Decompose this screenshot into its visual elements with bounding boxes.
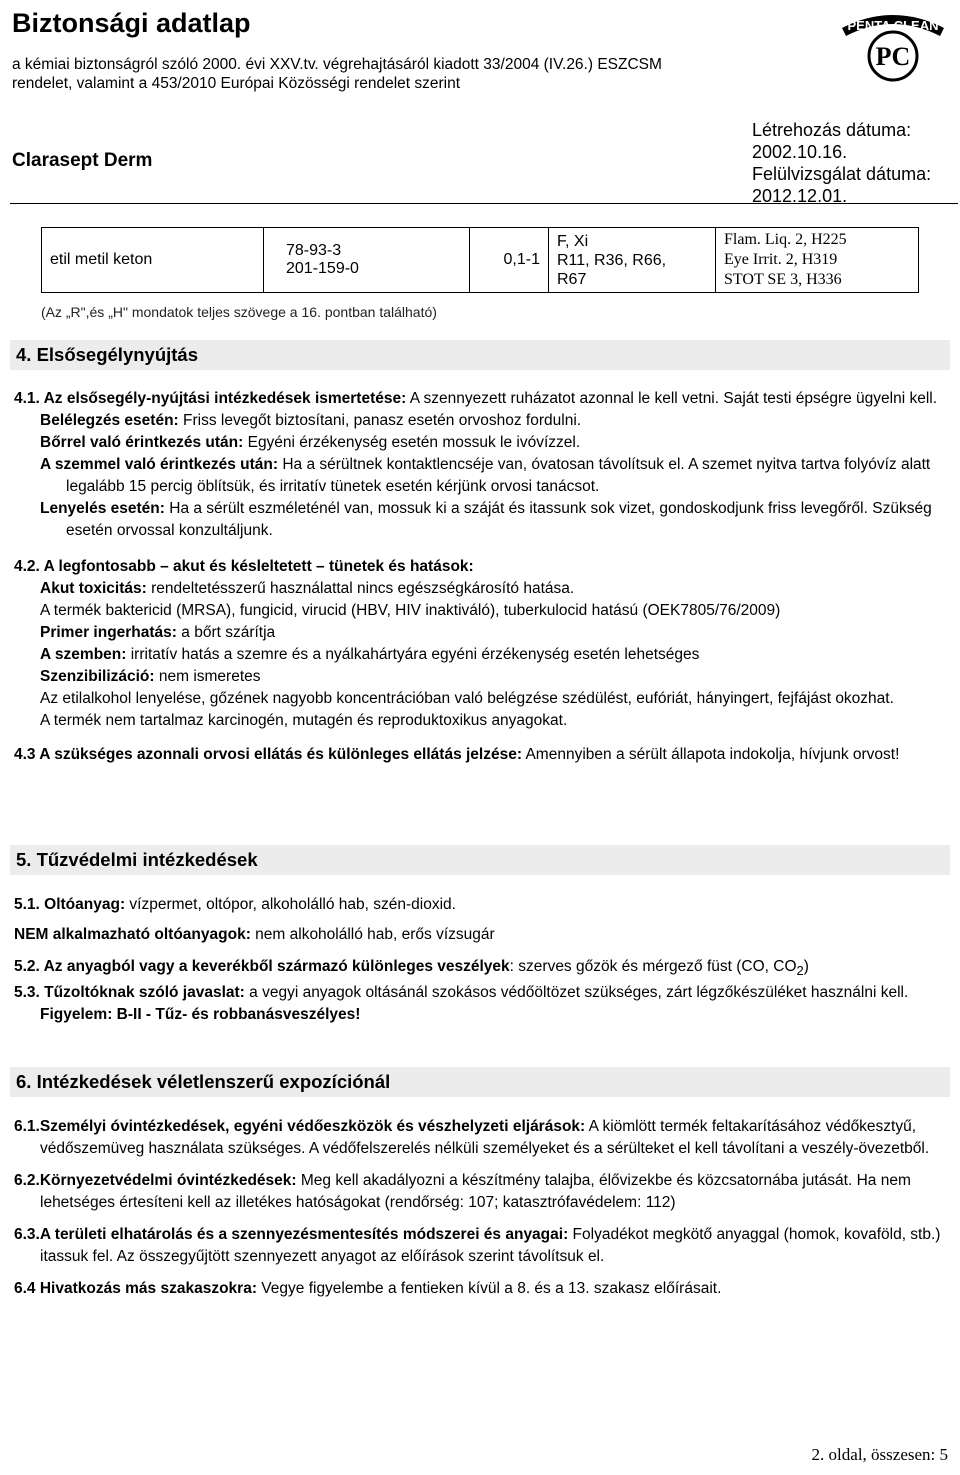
created-label: Létrehozás dátuma: bbox=[752, 120, 912, 140]
revised-label: Felülvizsgálat dátuma: bbox=[752, 164, 932, 184]
logo-text: PENTA CLEAN bbox=[847, 18, 939, 33]
section-6-body: 6.1.Személyi óvintézkedések, egyéni védőeszközök és vészhelyzeti eljárások: A kiömlött termék feltakarításához védőkesztyű, védőszemüveg használata szükséges. A védőfelszerelés nélküli személyeket és a sérülteket el kell távolítani a veszély-övezetből. 6.2.Környezetvédelmi óvintézkedések: Meg kell akadályozni a készítmény talajba, élővizekbe és közcsatornába jutását. Ha nem lehetséges értesíteni kell az illetékes hatóságokat (rendőrség: 107; katasztrófavédelem: 112) 6.3.A területi elhatárolás és a szennyezésmentesítés módszerei és anyagai: Folyadékot megkötő anyaggal (homok, kovaföld, stb.) itassuk fel. Az összegyűjtött szennyezett anyagot az előírások szerint távolítsuk el. 6.4 Hivatkozás más szakaszokra: Vegye figyelembe a fentieken kívül a 8. és a 13. szakasz előírásait. bbox=[14, 1118, 941, 1297]
page-number: 2. oldal, összesen: 5 bbox=[811, 1445, 948, 1464]
created-date: 2002.10.16. bbox=[752, 142, 848, 162]
document-title: Biztonsági adatlap bbox=[12, 8, 251, 38]
component-ids bbox=[264, 228, 470, 293]
product-name: Clarasept Derm bbox=[12, 150, 153, 171]
phrase-note: (Az „R",és „H" mondatok teljes szövege a 16. pontban található) bbox=[41, 304, 437, 320]
header-divider bbox=[10, 203, 958, 204]
penta-clean-logo bbox=[834, 4, 952, 84]
section-5-heading: 5. Tűzvédelmi intézkedések bbox=[10, 845, 950, 875]
section-4-heading: 4. Elsősegélynyújtás bbox=[10, 340, 950, 370]
dates-block bbox=[752, 119, 931, 207]
cls-line-1: F, Xi bbox=[557, 232, 589, 250]
logo-mark: PC bbox=[875, 42, 911, 71]
table-row bbox=[42, 228, 919, 293]
cls-line-3: R67 bbox=[557, 270, 587, 288]
component-table bbox=[41, 227, 919, 293]
dsd-classification bbox=[549, 228, 716, 293]
revised-date: 2012.12.01. bbox=[752, 186, 848, 206]
section-6-heading: 6. Intézkedések véletlenszerű expozíciónál bbox=[10, 1067, 950, 1097]
regulation-line-2: rendelet, valamint a 453/2010 Európai Közösségi rendelet szerint bbox=[12, 75, 461, 92]
clp-classification bbox=[716, 228, 919, 293]
regulation-line-1: a kémiai biztonságról szóló 2000. évi XXV.tv. végrehajtásáról kiadott 33/2004 (IV.26.) ESZCSM bbox=[12, 56, 662, 73]
section-4-body: 4.1. Az elsősegély-nyújtási intézkedések ismertetése: A szennyezett ruházatot azonnal le kell vetni. Saját testi épségre ügyelni kell. Belélegzés esetén: Friss levegőt biztosítani, panasz esetén orvoshoz fordulni. Bőrrel való érintkezés után: Egyéni érzékenység esetén mossuk le ivóvízzel. A szemmel való érintkezés után: Ha a sérültnek kontaktlencséje van, óvatosan távolítsuk el. A szemet nyitva tartva folyóvíz alatt legalább 15 percig öblítsük, és irritatív tünetek esetén kérjünk orvosi tanácsot. Lenyelés esetén: Ha a sérült eszméleténél van, mossuk ki a száját és itassunk sok vizet, gondoskodjunk friss levegőről. Szükség esetén orvossal konzultáljunk. 4.2. A legfontosabb – akut és késleltetett – tünetek és hatások: Akut toxicitás: rendeltetésszerű használattal nincs egészségkárosító hatása. A termék baktericid (MRSA), fungicid, virucid (HBV, HIV inaktiváló), tuberkulocid hatású (OEK7805/76/2009) Primer ingerhatás: a bőrt szárítja A szemben: irritatív hatás a szemre és a nyálkahártyára egyéni érzékenység esetén lehetséges Szenzibilizáció: nem ismeretes Az etilalkohol lenyelése, gőzének nagyobb koncentrációban való belégzése szédülést, eufóriát, hányingert, fejfájást okozhat. A termék nem tartalmaz karcinogén, mutagén és reproduktoxikus anyagokat. 4.3 A szükséges azonnali orvosi ellátás és különleges ellátás jelzése: Amennyiben a sérült állapota indokolja, hívjunk orvost! bbox=[14, 390, 938, 763]
cls-line-2: R11, R36, R66, bbox=[557, 251, 667, 269]
h-line-3: STOT SE 3, H336 bbox=[724, 271, 842, 288]
cas-number: 78-93-3 bbox=[286, 242, 342, 259]
ec-number: 201-159-0 bbox=[286, 260, 359, 277]
component-name: etil metil keton bbox=[42, 228, 264, 293]
section-5-body: 5.1. Oltóanyag: vízpermet, oltópor, alkoholálló hab, szén-dioxid. NEM alkalmazható oltóanyagok: nem alkoholálló hab, erős vízsugár 5.2. Az anyagból vagy a keverékből származó különleges veszélyek: szerves gőzök és mérgező füst (CO, $CO_2$) 5.3. Tűzoltóknak szóló javaslat: a vegyi anyagok oltásánál szokásos védőöltözet szükséges, zárt légzőkészüléket használni kell. Figyelem: B-II - Tűz- és robbanásveszélyes! bbox=[14, 896, 909, 1024]
h-line-2: Eye Irrit. 2, H319 bbox=[724, 251, 838, 268]
concentration: 0,1-1 bbox=[470, 228, 549, 293]
h-line-1: Flam. Liq. 2, H225 bbox=[724, 231, 847, 248]
